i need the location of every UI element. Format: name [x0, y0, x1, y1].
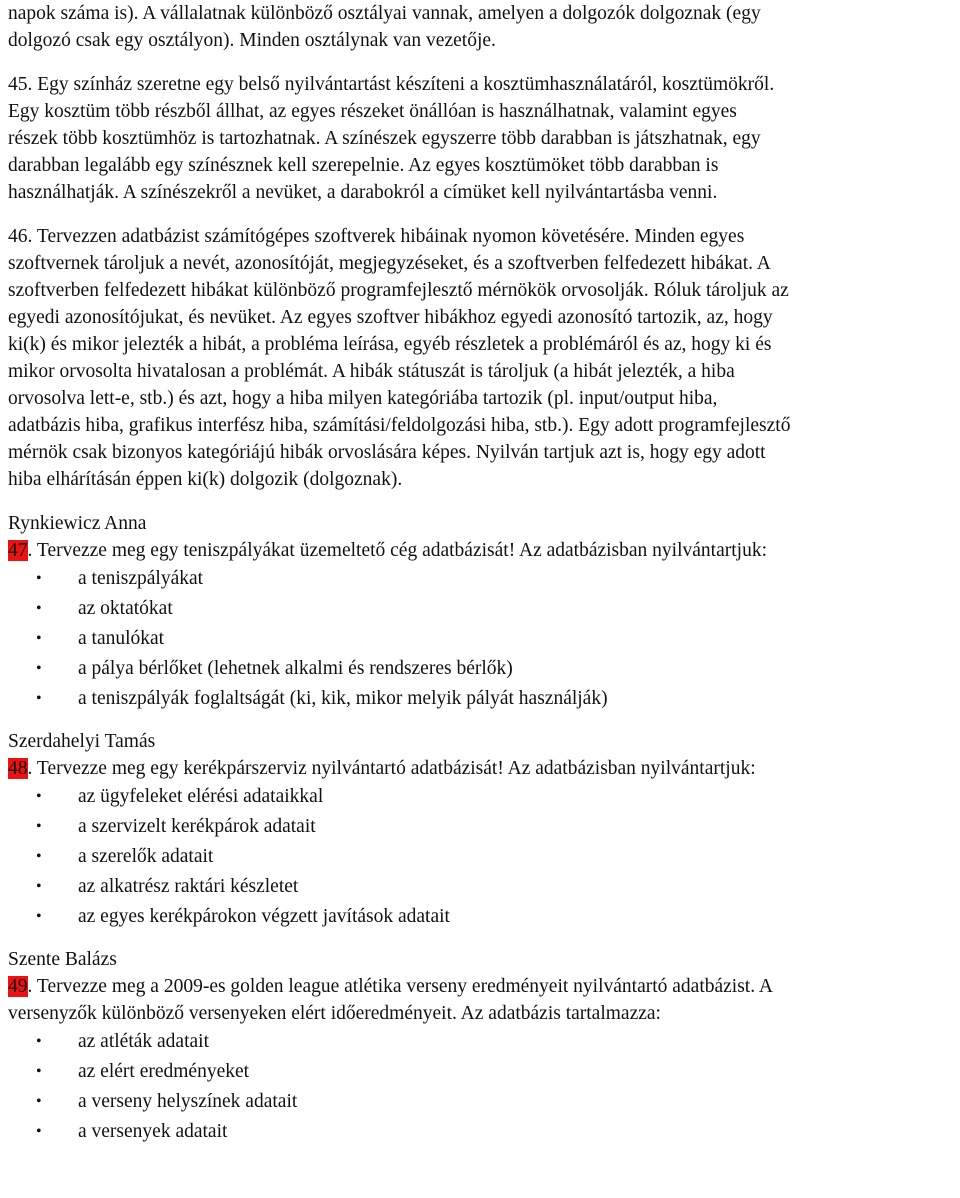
list-item	[8, 1087, 956, 1117]
task-number-highlight: 49	[8, 976, 28, 997]
list-item-text: a teniszpályák foglaltságát (ki, kik, mikor melyik pályát használják)	[78, 688, 608, 709]
list-item-text: az egyes kerékpárokon végzett javítások adatait	[78, 906, 450, 927]
bullet-icon: •	[36, 660, 42, 677]
text-line: napok száma is). A vállalatnak különböző osztályai vannak, amelyen a dolgozók dolgoznak (egy	[8, 3, 761, 24]
bullet-icon: •	[36, 908, 42, 925]
list-item-text: a pálya bérlőket (lehetnek alkalmi és rendszeres bérlők)	[78, 658, 513, 679]
author-name: Rynkiewicz Anna	[8, 513, 147, 534]
text-line: hiba elhárításán éppen ki(k) dolgozik (dolgoznak).	[8, 469, 403, 490]
bullet-icon: •	[36, 1123, 42, 1140]
text-line: szoftvernek tároljuk a nevét, azonosítóját, megjegyzéseket, és a szoftverben felfedezett hibákat. A	[8, 253, 771, 274]
task-text: . Tervezze meg egy teniszpályákat üzemeltető cég adatbázisát! Az adatbázisban nyilvántartjuk:	[27, 540, 767, 561]
task-47-section	[8, 510, 956, 714]
text-line: Egy kosztüm több részből állhat, az egyes részeket önállóan is használhatnak, valamint egyes	[8, 101, 737, 122]
text-line: mérnök csak bizonyos kategóriájú hibák orvoslására képes. Nyilván tartjuk azt is, hogy egy adott	[8, 442, 766, 463]
list-item	[8, 564, 956, 594]
list-item	[8, 872, 956, 902]
list-item-text: az atléták adatait	[78, 1031, 209, 1052]
list-item-text: a tanulókat	[78, 628, 165, 649]
list-item	[8, 902, 956, 932]
list-item-text: az oktatókat	[78, 598, 173, 619]
bullet-icon: •	[36, 1093, 42, 1110]
list-item	[8, 594, 956, 624]
bullet-list	[8, 1027, 956, 1147]
list-item	[8, 842, 956, 872]
list-item-text: az alkatrész raktári készletet	[78, 876, 299, 897]
list-item	[8, 624, 956, 654]
author-name: Szente Balázs	[8, 949, 117, 970]
text-line: mikor orvosolta hivatalosan a problémát. A hibák státuszát is tároljuk (a hibát jelezték, a hiba	[8, 361, 735, 382]
task-text-continued: versenyzők különböző versenyeken elért időeredményeit. Az adatbázis tartalmazza:	[8, 1003, 661, 1024]
bullet-icon: •	[36, 630, 42, 647]
list-item-text: az ügyfeleket elérési adataikkal	[78, 786, 324, 807]
bullet-icon: •	[36, 600, 42, 617]
list-item	[8, 684, 956, 714]
task-49-section	[8, 946, 956, 1147]
text-line: darabban legalább egy színésznek kell szerepelnie. Az egyes kosztümöket több darabban is	[8, 155, 719, 176]
bullet-icon: •	[36, 570, 42, 587]
text-line: részek több kosztümhöz is tartozhatnak. A színészek egyszerre több darabban is játszhatnak, egy	[8, 128, 761, 149]
list-item	[8, 782, 956, 812]
bullet-list	[8, 564, 956, 714]
task-heading	[8, 755, 956, 782]
list-item-text: a versenyek adatait	[78, 1121, 228, 1142]
task-heading	[8, 537, 956, 564]
task-text: . Tervezze meg a 2009-es golden league atlétika verseny eredményeit nyilvántartó adatbázist. A	[27, 976, 773, 997]
task-number-highlight: 48	[8, 758, 28, 779]
bullet-icon: •	[36, 818, 42, 835]
list-item-text: a szervizelt kerékpárok adatait	[78, 816, 316, 837]
task-48-section	[8, 728, 956, 932]
bullet-icon: •	[36, 1063, 42, 1080]
task-heading	[8, 973, 956, 1000]
text-line: ki(k) és mikor jelezték a hibát, a probléma leírása, egyéb részletek a problémáról és az, hogy ki és	[8, 334, 772, 355]
text-line: adatbázis hiba, grafikus interfész hiba, számítási/feldolgozási hiba, stb.). Egy adott programfejlesztő	[8, 415, 791, 436]
task-45-paragraph	[8, 71, 956, 206]
bullet-icon: •	[36, 690, 42, 707]
text-line: használhatják. A színészekről a nevüket, a darabokról a címüket kell nyilvántartásba venni.	[8, 182, 718, 203]
author-name: Szerdahelyi Tamás	[8, 731, 156, 752]
list-item	[8, 1027, 956, 1057]
text-line: szoftverben felfedezett hibákat különböző programfejlesztő mérnökök orvosolják. Róluk tároljuk az	[8, 280, 789, 301]
bullet-icon: •	[36, 878, 42, 895]
text-line: 46. Tervezzen adatbázist számítógépes szoftverek hibáinak nyomon követésére. Minden egyes	[8, 226, 745, 247]
bullet-icon: •	[36, 848, 42, 865]
bullet-icon: •	[36, 788, 42, 805]
task-text: . Tervezze meg egy kerékpárszerviz nyilvántartó adatbázisát! Az adatbázisban nyilvántartjuk:	[27, 758, 756, 779]
task-number-highlight: 47	[8, 540, 28, 561]
text-line: egyedi azonosítójukat, és nevüket. Az egyes szoftver hibákhoz egyedi azonosító tartozik, az, hogy	[8, 307, 773, 328]
text-line: dolgozó csak egy osztályon). Minden osztálynak van vezetője.	[8, 30, 496, 51]
bullet-list	[8, 782, 956, 932]
document-page	[8, 0, 956, 1147]
task-46-paragraph	[8, 223, 956, 493]
list-item	[8, 1057, 956, 1087]
list-item	[8, 1117, 956, 1147]
text-line: 45. Egy színház szeretne egy belső nyilvántartást készíteni a kosztümhasználatáról, kosztümökről.	[8, 74, 775, 95]
list-item-text: a teniszpályákat	[78, 568, 204, 589]
list-item	[8, 812, 956, 842]
text-line: orvosolva lett-e, stb.) és azt, hogy a hiba milyen kategóriába tartozik (pl. input/output hiba,	[8, 388, 718, 409]
bullet-icon: •	[36, 1033, 42, 1050]
list-item	[8, 654, 956, 684]
list-item-text: a verseny helyszínek adatait	[78, 1091, 298, 1112]
intro-paragraph	[8, 0, 956, 54]
list-item-text: az elért eredményeket	[78, 1061, 250, 1082]
list-item-text: a szerelők adatait	[78, 846, 214, 867]
